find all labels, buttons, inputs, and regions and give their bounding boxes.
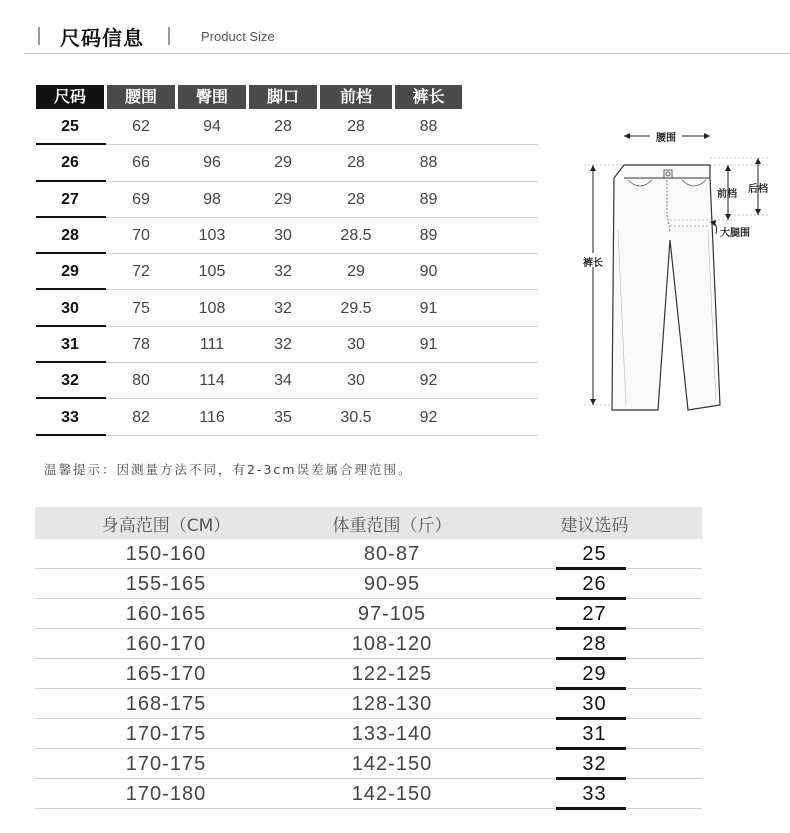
cell-size: 33 (61, 408, 79, 426)
recommend-row (35, 689, 702, 719)
cell-length: 89 (419, 227, 438, 245)
cell-waist: 72 (132, 263, 150, 281)
cell-hip: 108 (198, 299, 226, 317)
cell-hip: 114 (199, 372, 225, 390)
cell-leg-opening: 29 (274, 190, 292, 208)
cell-front-rise: 28 (347, 118, 365, 136)
pants-diagram (570, 120, 785, 420)
recommend-row (35, 749, 702, 779)
cell-leg-opening: 32 (274, 263, 292, 281)
cell-weight-range: 97-105 (357, 602, 427, 625)
cell-hip: 116 (199, 408, 225, 426)
size-table-header (36, 85, 538, 109)
cell-size: 31 (61, 335, 79, 353)
recommend-row (35, 779, 702, 809)
label-front-rise: 前档 (717, 189, 737, 200)
cell-length: 89 (419, 190, 438, 208)
cell-hip: 103 (198, 227, 226, 245)
cell-length: 88 (419, 154, 438, 172)
cell-size: 25 (61, 118, 79, 136)
header-size: 尺码 (36, 85, 104, 109)
cell-front-rise: 28 (347, 154, 365, 172)
recommend-table (35, 507, 702, 809)
cell-waist: 70 (132, 227, 150, 245)
cell-suggested-size: 32 (582, 752, 607, 775)
cell-suggested-size: 25 (582, 542, 607, 565)
size-table-row (36, 290, 538, 326)
size-table-row (36, 182, 538, 218)
size-table-row (36, 145, 538, 181)
cell-suggested-size: 27 (582, 602, 607, 625)
cell-leg-opening: 32 (274, 299, 292, 317)
cell-height-range: 168-175 (125, 692, 207, 715)
label-length: 裤长 (583, 258, 603, 269)
size-table-row (36, 327, 538, 363)
label-back-rise: 后档 (748, 184, 768, 195)
header-underline (24, 53, 790, 54)
header-leg-opening: 脚口 (249, 85, 317, 109)
recommend-row (35, 539, 702, 569)
cell-waist: 78 (132, 335, 150, 353)
recommend-row (35, 629, 702, 659)
cell-hip: 111 (199, 335, 225, 353)
cell-weight-range: 128-130 (351, 692, 433, 715)
cell-length: 91 (419, 335, 438, 353)
cell-weight-range: 80-87 (363, 542, 421, 565)
cell-height-range: 170-175 (125, 752, 207, 775)
cell-height-range: 160-165 (125, 602, 207, 625)
size-table (36, 85, 538, 436)
header-length: 裤长 (395, 85, 462, 109)
header-front-rise: 前档 (320, 85, 392, 109)
cell-weight-range: 142-150 (351, 752, 433, 775)
cell-waist: 80 (132, 372, 150, 390)
cell-length: 92 (419, 372, 438, 390)
pants-outline (612, 165, 720, 410)
cell-front-rise: 30.5 (340, 408, 372, 426)
cell-height-range: 160-170 (125, 632, 207, 655)
cell-front-rise: 30 (347, 372, 365, 390)
cell-suggested-size: 33 (582, 782, 607, 805)
row-rule-thick (36, 434, 106, 436)
cell-hip: 94 (203, 118, 221, 136)
header-waist: 腰围 (107, 85, 175, 109)
cell-suggested-size: 28 (582, 632, 607, 655)
cell-front-rise: 28.5 (340, 227, 372, 245)
cell-weight-range: 133-140 (351, 722, 433, 745)
recommend-row (35, 569, 702, 599)
cell-height-range: 155-165 (125, 572, 207, 595)
cell-weight-range: 122-125 (351, 662, 433, 685)
size-underline (556, 807, 626, 810)
label-thigh: 大腿围 (720, 228, 750, 239)
header-hip: 臀围 (178, 85, 246, 109)
cell-size: 29 (61, 263, 79, 281)
label-waist: 腰围 (656, 133, 676, 144)
cell-length: 92 (419, 408, 438, 426)
cell-length: 91 (419, 299, 438, 317)
cell-length: 88 (419, 118, 438, 136)
cell-front-rise: 29.5 (340, 299, 372, 317)
cell-waist: 82 (132, 408, 150, 426)
size-table-row (36, 218, 538, 254)
cell-height-range: 170-175 (125, 722, 207, 745)
pants-illustration (570, 120, 785, 420)
cell-waist: 75 (132, 299, 150, 317)
header-divider-right (168, 27, 170, 45)
row-rule-thin (106, 435, 538, 436)
size-table-row (36, 109, 538, 145)
cell-leg-opening: 32 (274, 335, 292, 353)
section-subtitle: Product Size (201, 29, 275, 44)
cell-size: 30 (61, 299, 79, 317)
recommend-row (35, 659, 702, 689)
cell-weight-range: 142-150 (351, 782, 433, 805)
cell-leg-opening: 34 (274, 372, 292, 390)
cell-height-range: 165-170 (125, 662, 207, 685)
cell-leg-opening: 28 (274, 118, 292, 136)
cell-weight-range: 90-95 (363, 572, 421, 595)
cell-hip: 98 (203, 190, 221, 208)
cell-size: 28 (61, 227, 79, 245)
size-table-row (36, 399, 538, 435)
recommend-header (35, 507, 702, 539)
cell-size: 26 (61, 154, 79, 172)
cell-front-rise: 29 (347, 263, 365, 281)
cell-hip: 105 (198, 263, 226, 281)
cell-size: 32 (61, 372, 79, 390)
cell-leg-opening: 29 (274, 154, 292, 172)
header-divider-left (38, 27, 40, 45)
header-suggested-size: 建议选码 (560, 515, 629, 536)
cell-waist: 62 (132, 118, 150, 136)
cell-weight-range: 108-120 (351, 632, 433, 655)
cell-suggested-size: 31 (582, 722, 607, 745)
cell-suggested-size: 26 (582, 572, 607, 595)
header-height: 身高范围（CM） (101, 515, 231, 536)
cell-height-range: 150-160 (125, 542, 207, 565)
cell-length: 90 (419, 263, 438, 281)
cell-suggested-size: 30 (582, 692, 607, 715)
cell-size: 27 (61, 190, 79, 208)
size-table-row (36, 363, 538, 399)
section-title: 尺码信息 (60, 26, 144, 50)
recommend-row (35, 719, 702, 749)
cell-front-rise: 30 (347, 335, 365, 353)
cell-waist: 69 (132, 190, 150, 208)
header-weight: 体重范围（斤） (332, 515, 452, 536)
cell-height-range: 170-180 (125, 782, 207, 805)
measurement-note: 温馨提示：因测量方法不同，有2-3cm误差属合理范围。 (44, 462, 413, 477)
recommend-row (35, 599, 702, 629)
cell-leg-opening: 30 (274, 227, 292, 245)
cell-waist: 66 (132, 154, 150, 172)
cell-suggested-size: 29 (582, 662, 607, 685)
size-table-row (36, 254, 538, 290)
cell-front-rise: 28 (347, 190, 365, 208)
cell-hip: 96 (203, 154, 221, 172)
cell-leg-opening: 35 (274, 408, 292, 426)
